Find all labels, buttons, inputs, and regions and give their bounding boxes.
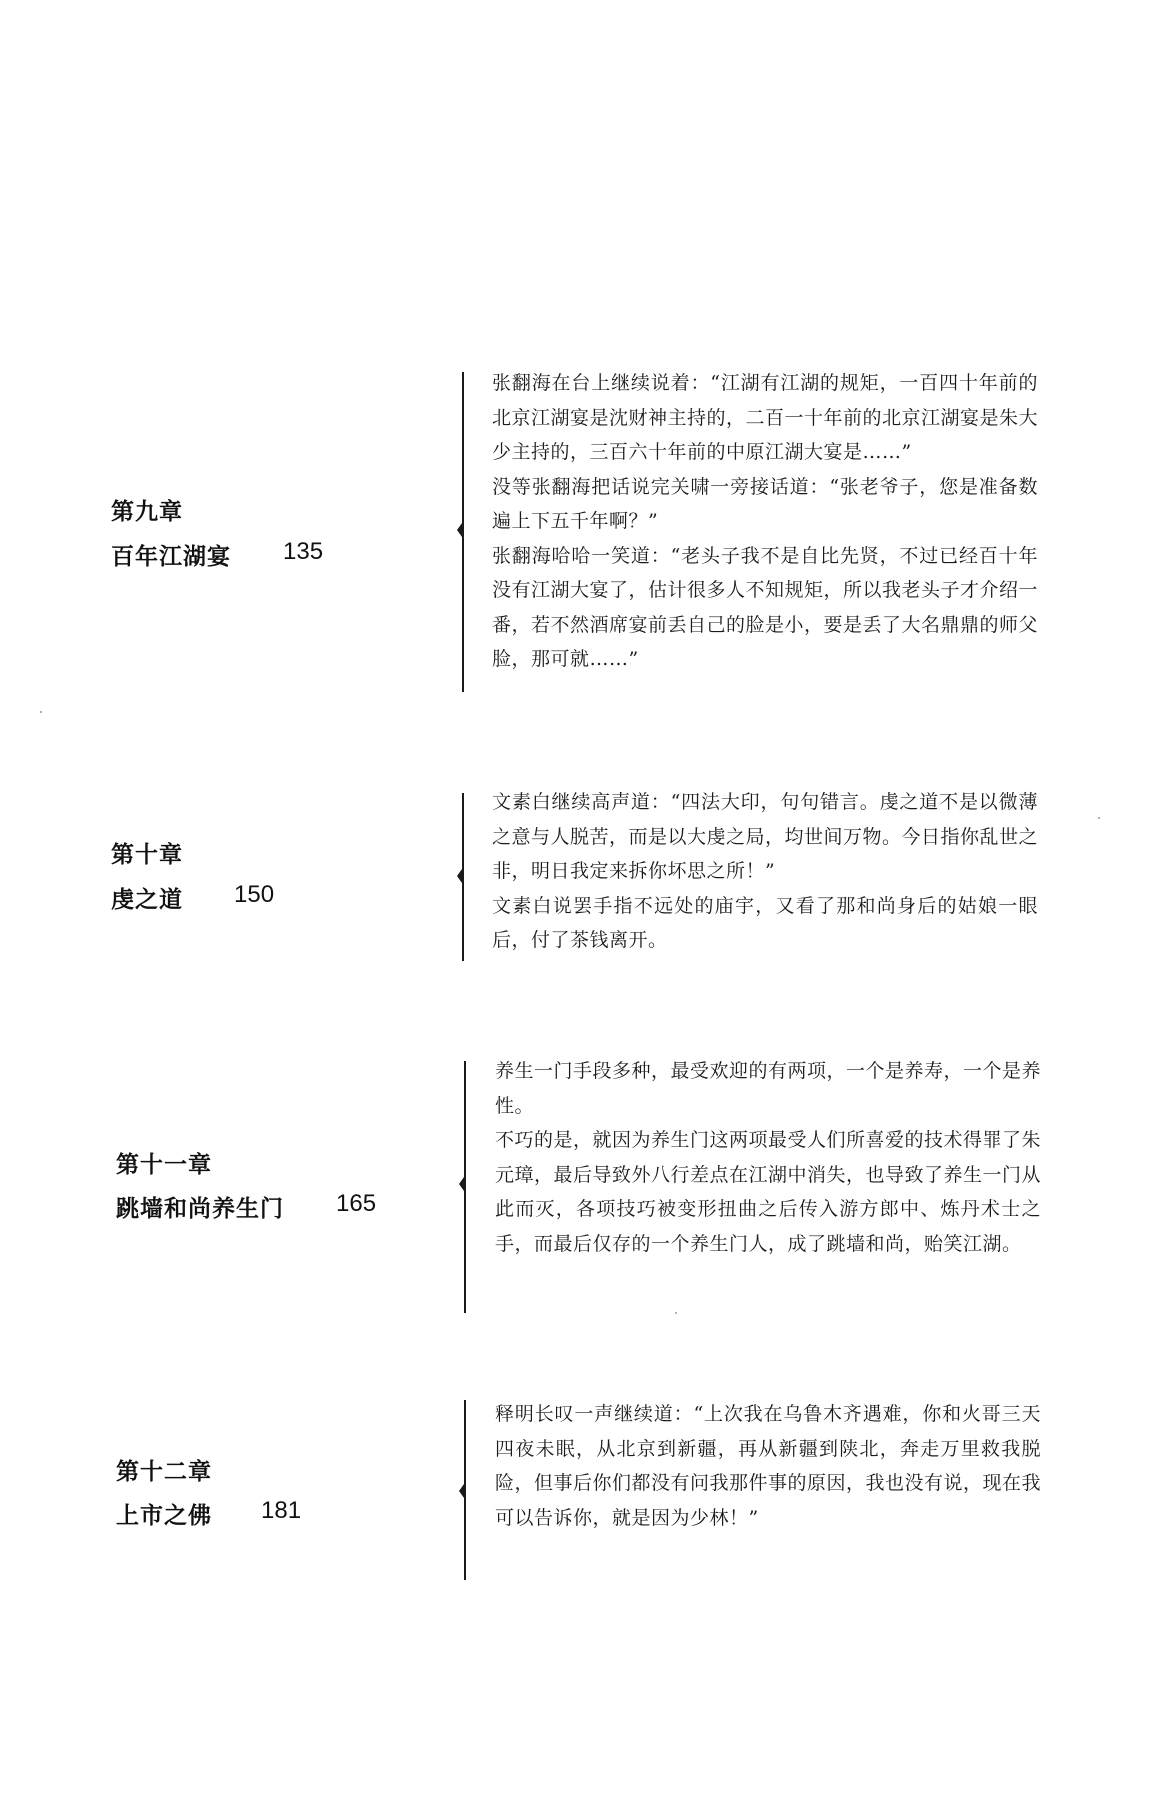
chapter-page-number: 181 [261, 1497, 302, 1524]
chapter-number: 第十一章 [116, 1152, 212, 1178]
excerpt-paragraph: 释明长叹一声继续道：“上次我在乌鲁木齐遇难，你和火哥三天四夜未眠，从北京到新疆，再从新疆到陕北，奔走万里救我脱险，但事后你们都没有问我那件事的原因，我也没有说，现在我可以告诉你，就是因为少林！” [495, 1403, 1042, 1529]
chapter-excerpt [492, 366, 1038, 677]
chapter-title: 上市之佛 [116, 1503, 212, 1529]
divider-line [464, 1400, 466, 1580]
divider-line [462, 372, 464, 692]
excerpt-paragraph: 文素白继续高声道：“四法大印，句句错言。虔之道不是以微薄之意与人脱苦，而是以大虔之局，均世间万物。今日指你乱世之非，明日我定来拆你坏思之所！” [492, 791, 1039, 882]
divider-marker [459, 1484, 464, 1498]
scan-speck [675, 1312, 677, 1314]
chapter-title: 跳墙和尚养生门 [116, 1196, 284, 1222]
chapter-title: 百年江湖宴 [111, 544, 231, 570]
excerpt-paragraph: 张翻海哈哈一笑道：“老头子我不是自比先贤，不过已经百十年没有江湖大宴了，估计很多人不知规矩，所以我老头子才介绍一番，若不然酒席宴前丢自己的脸是小，要是丢了大名鼎鼎的师父脸，那可就……” [492, 544, 1039, 670]
excerpt-paragraph: 养生一门手段多种，最受欢迎的有两项，一个是养寿，一个是养性。 [495, 1060, 1042, 1117]
chapter-number: 第十二章 [116, 1459, 212, 1485]
chapter-number: 第十章 [111, 842, 183, 868]
scan-speck [1098, 817, 1100, 819]
excerpt-paragraph: 没等张翻海把话说完关啸一旁接话道：“张老爷子，您是准备数遍上下五千年啊？” [492, 475, 1038, 532]
chapter-number: 第九章 [111, 499, 183, 525]
divider-marker [457, 869, 462, 883]
chapter-page-number: 135 [283, 538, 324, 565]
chapter-page-number: 150 [234, 881, 275, 908]
divider-line [462, 793, 464, 961]
chapter-page-number: 165 [336, 1190, 377, 1217]
chapter-title: 虔之道 [111, 887, 183, 913]
chapter-excerpt [495, 1054, 1041, 1261]
excerpt-paragraph: 不巧的是，就因为养生门这两项最受人们所喜爱的技术得罪了朱元璋，最后导致外八行差点在江湖中消失，也导致了养生一门从此而灭，各项技巧被变形扭曲之后传入游方郎中、炼丹术士之手，而最后仅存的一个养生门人，成了跳墙和尚，贻笑江湖。 [495, 1129, 1042, 1255]
divider-line [464, 1061, 466, 1313]
divider-marker [459, 1177, 464, 1191]
divider-marker [457, 523, 462, 537]
excerpt-paragraph: 张翻海在台上继续说着：“江湖有江湖的规矩，一百四十年前的北京江湖宴是沈财神主持的，二百一十年前的北京江湖宴是朱大少主持的，三百六十年前的中原江湖大宴是……” [492, 372, 1039, 463]
chapter-excerpt [492, 785, 1038, 958]
chapter-excerpt [495, 1397, 1041, 1535]
scan-speck [40, 711, 42, 713]
excerpt-paragraph: 文素白说罢手指不远处的庙宇，又看了那和尚身后的姑娘一眼后，付了茶钱离开。 [492, 894, 1038, 951]
